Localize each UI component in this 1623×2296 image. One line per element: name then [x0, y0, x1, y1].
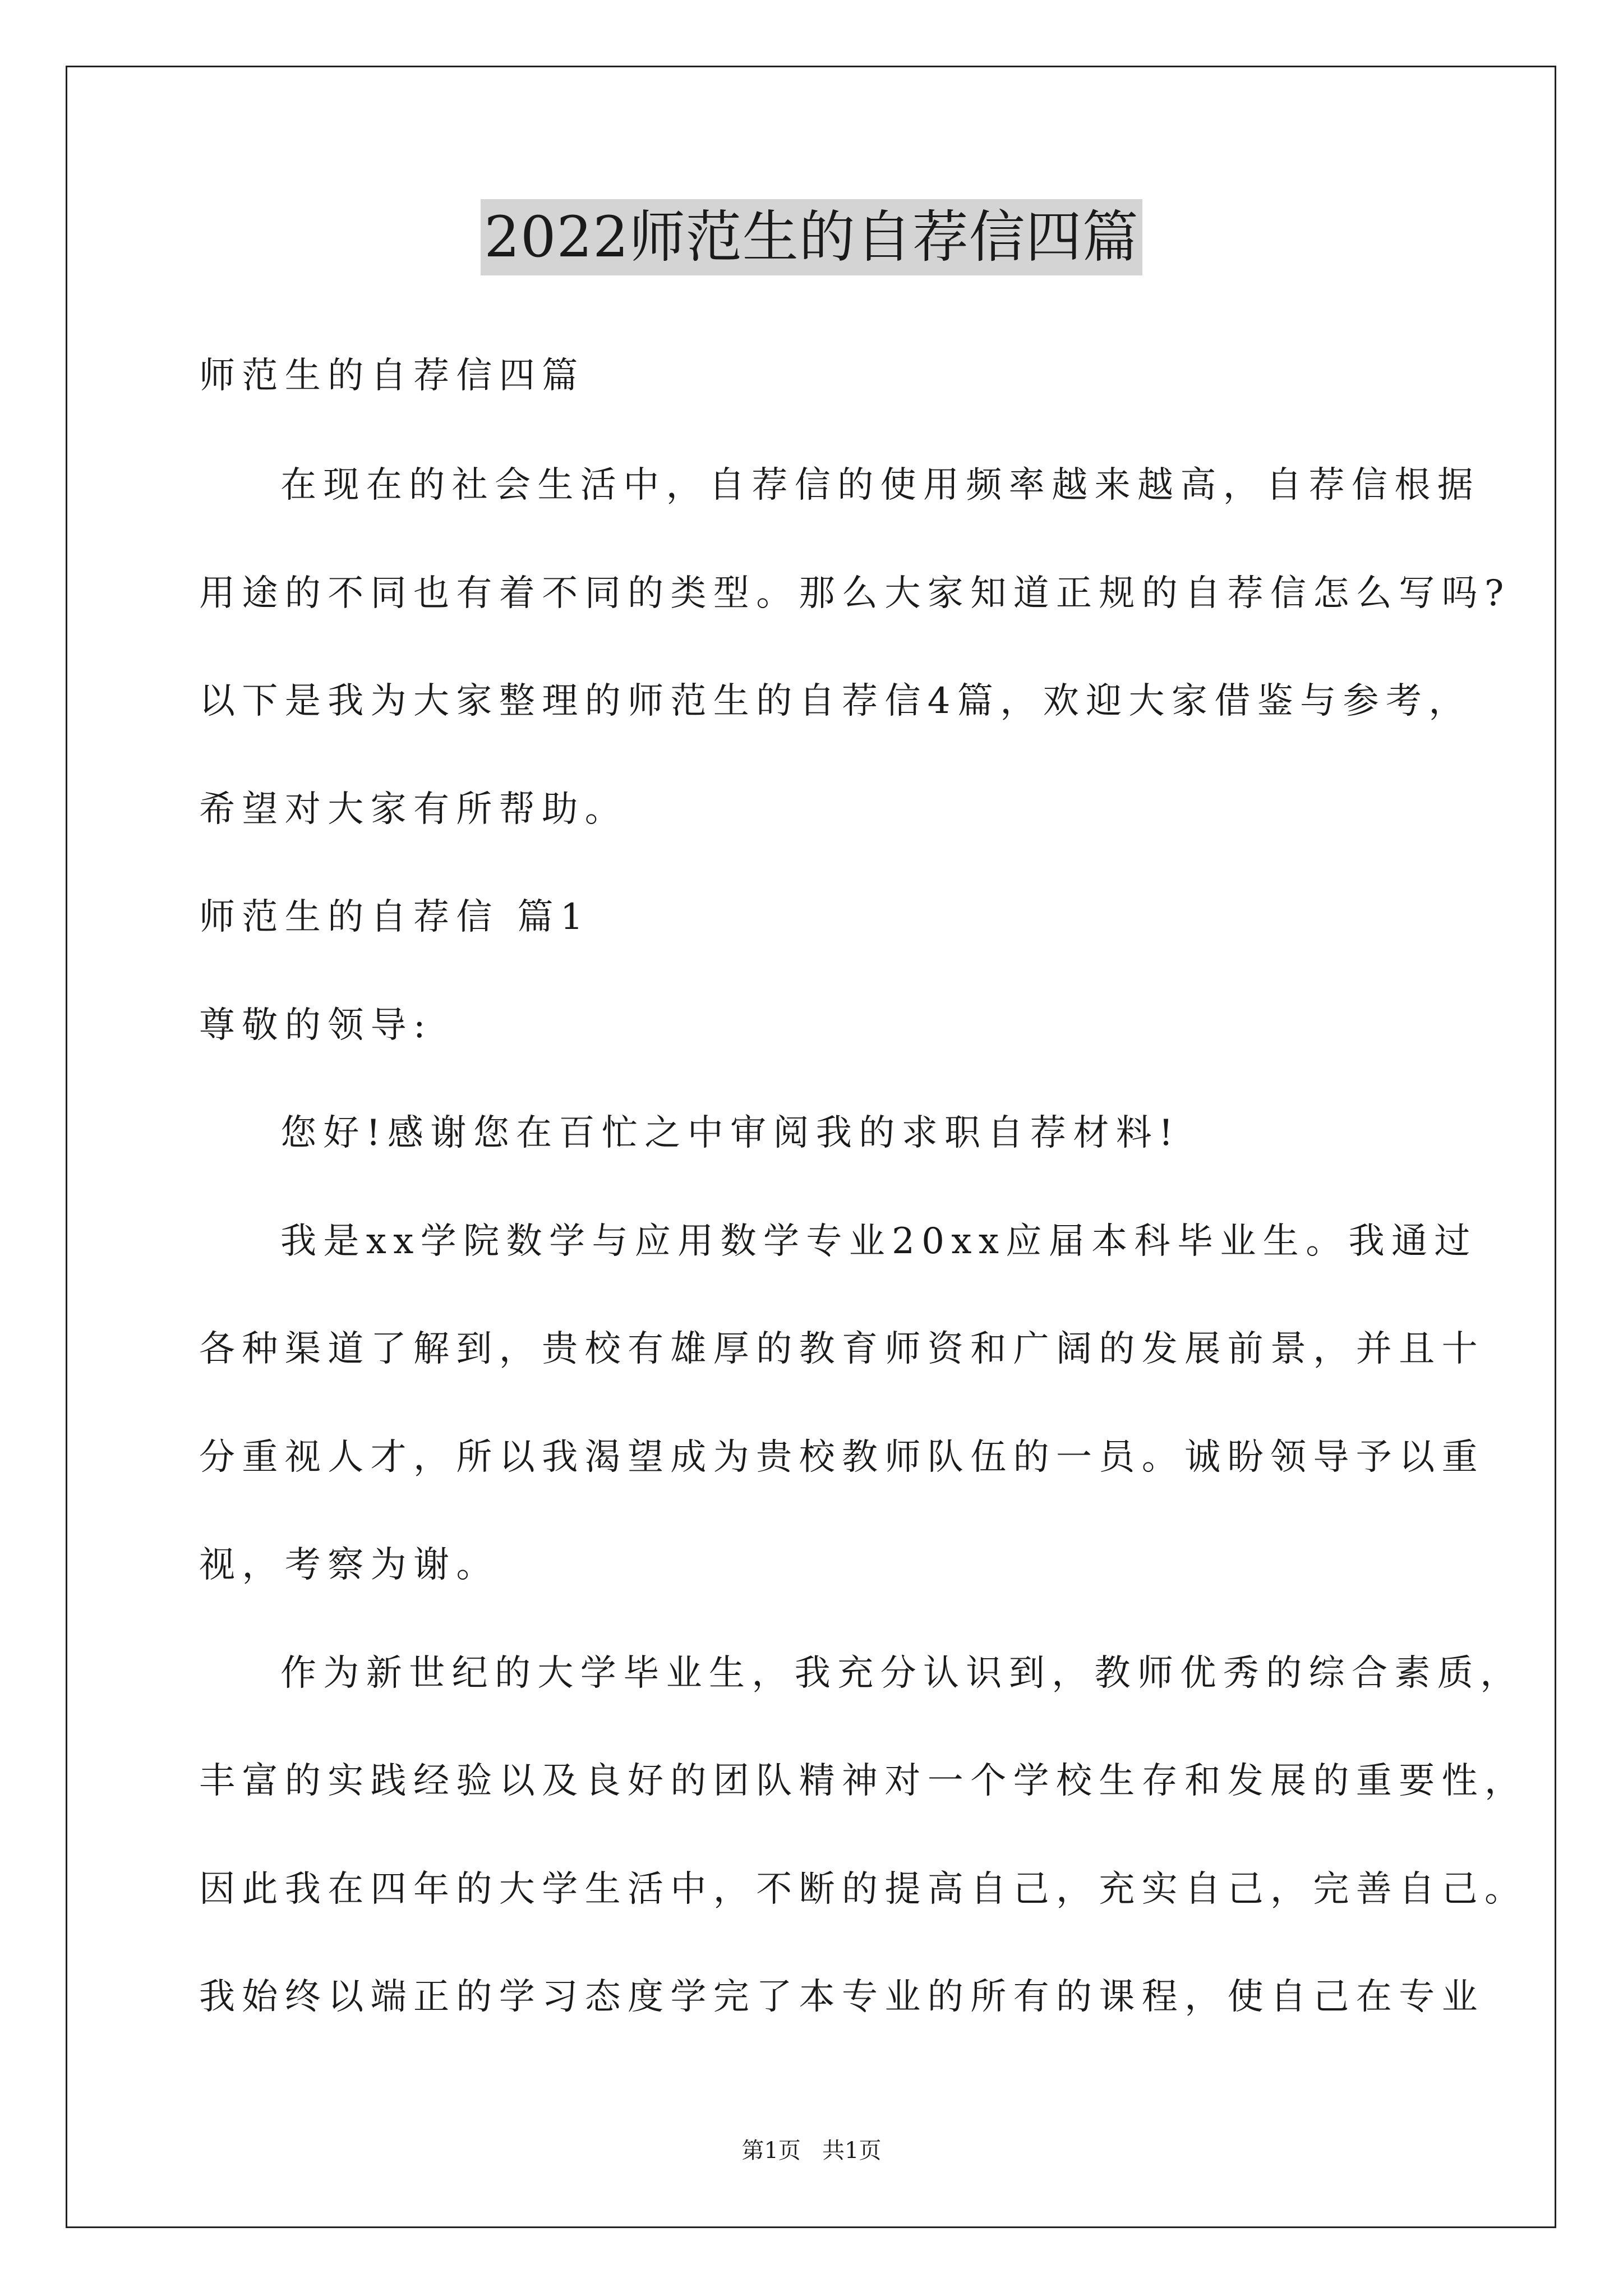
- document-title-text: 2022师范生的自荐信四篇: [481, 199, 1142, 275]
- paragraph-line: 在现在的社会生活中，自荐信的使用频率越来越高，自荐信根据: [280, 464, 1481, 506]
- paragraph-line: 希望对大家有所帮助。: [199, 789, 628, 830]
- paragraph-line: 我是xx学院数学与应用数学专业20xx应届本科毕业生。我通过: [280, 1221, 1477, 1262]
- paragraph-line: 以下是我为大家整理的师范生的自荐信4篇，欢迎大家借鉴与参考，: [199, 680, 1472, 722]
- paragraph-line: 用途的不同也有着不同的类型。那么大家知道正规的自荐信怎么写吗?: [199, 573, 1511, 614]
- page-footer: 第1页 共1页: [741, 2138, 882, 2164]
- paragraph-line: 视，考察为谢。: [199, 1544, 499, 1586]
- salutation: 尊敬的领导:: [199, 1005, 432, 1046]
- paragraph-line: 因此我在四年的大学生活中，不断的提高自己，充实自己，完善自己。: [199, 1869, 1528, 1910]
- paragraph-line: 各种渠道了解到，贵校有雄厚的教育师资和广阔的发展前景，并且十: [199, 1328, 1484, 1370]
- paragraph-line: 您好!感谢您在百忙之中审阅我的求职自荐材料!: [280, 1112, 1181, 1154]
- paragraph-line: 分重视人才，所以我渴望成为贵校教师队伍的一员。诚盼领导予以重: [199, 1437, 1484, 1478]
- paragraph-line: 作为新世纪的大学毕业生，我充分认识到，教师优秀的综合素质，: [280, 1653, 1523, 1694]
- section-heading: 师范生的自荐信 篇1: [199, 896, 591, 938]
- subtitle-line: 师范生的自荐信四篇: [199, 355, 585, 397]
- document-title: [0, 199, 1623, 275]
- paragraph-line: 丰富的实践经验以及良好的团队精神对一个学校生存和发展的重要性，: [199, 1760, 1528, 1802]
- paragraph-line: 我始终以端正的学习态度学完了本专业的所有的课程，使自己在专业: [199, 1976, 1484, 2018]
